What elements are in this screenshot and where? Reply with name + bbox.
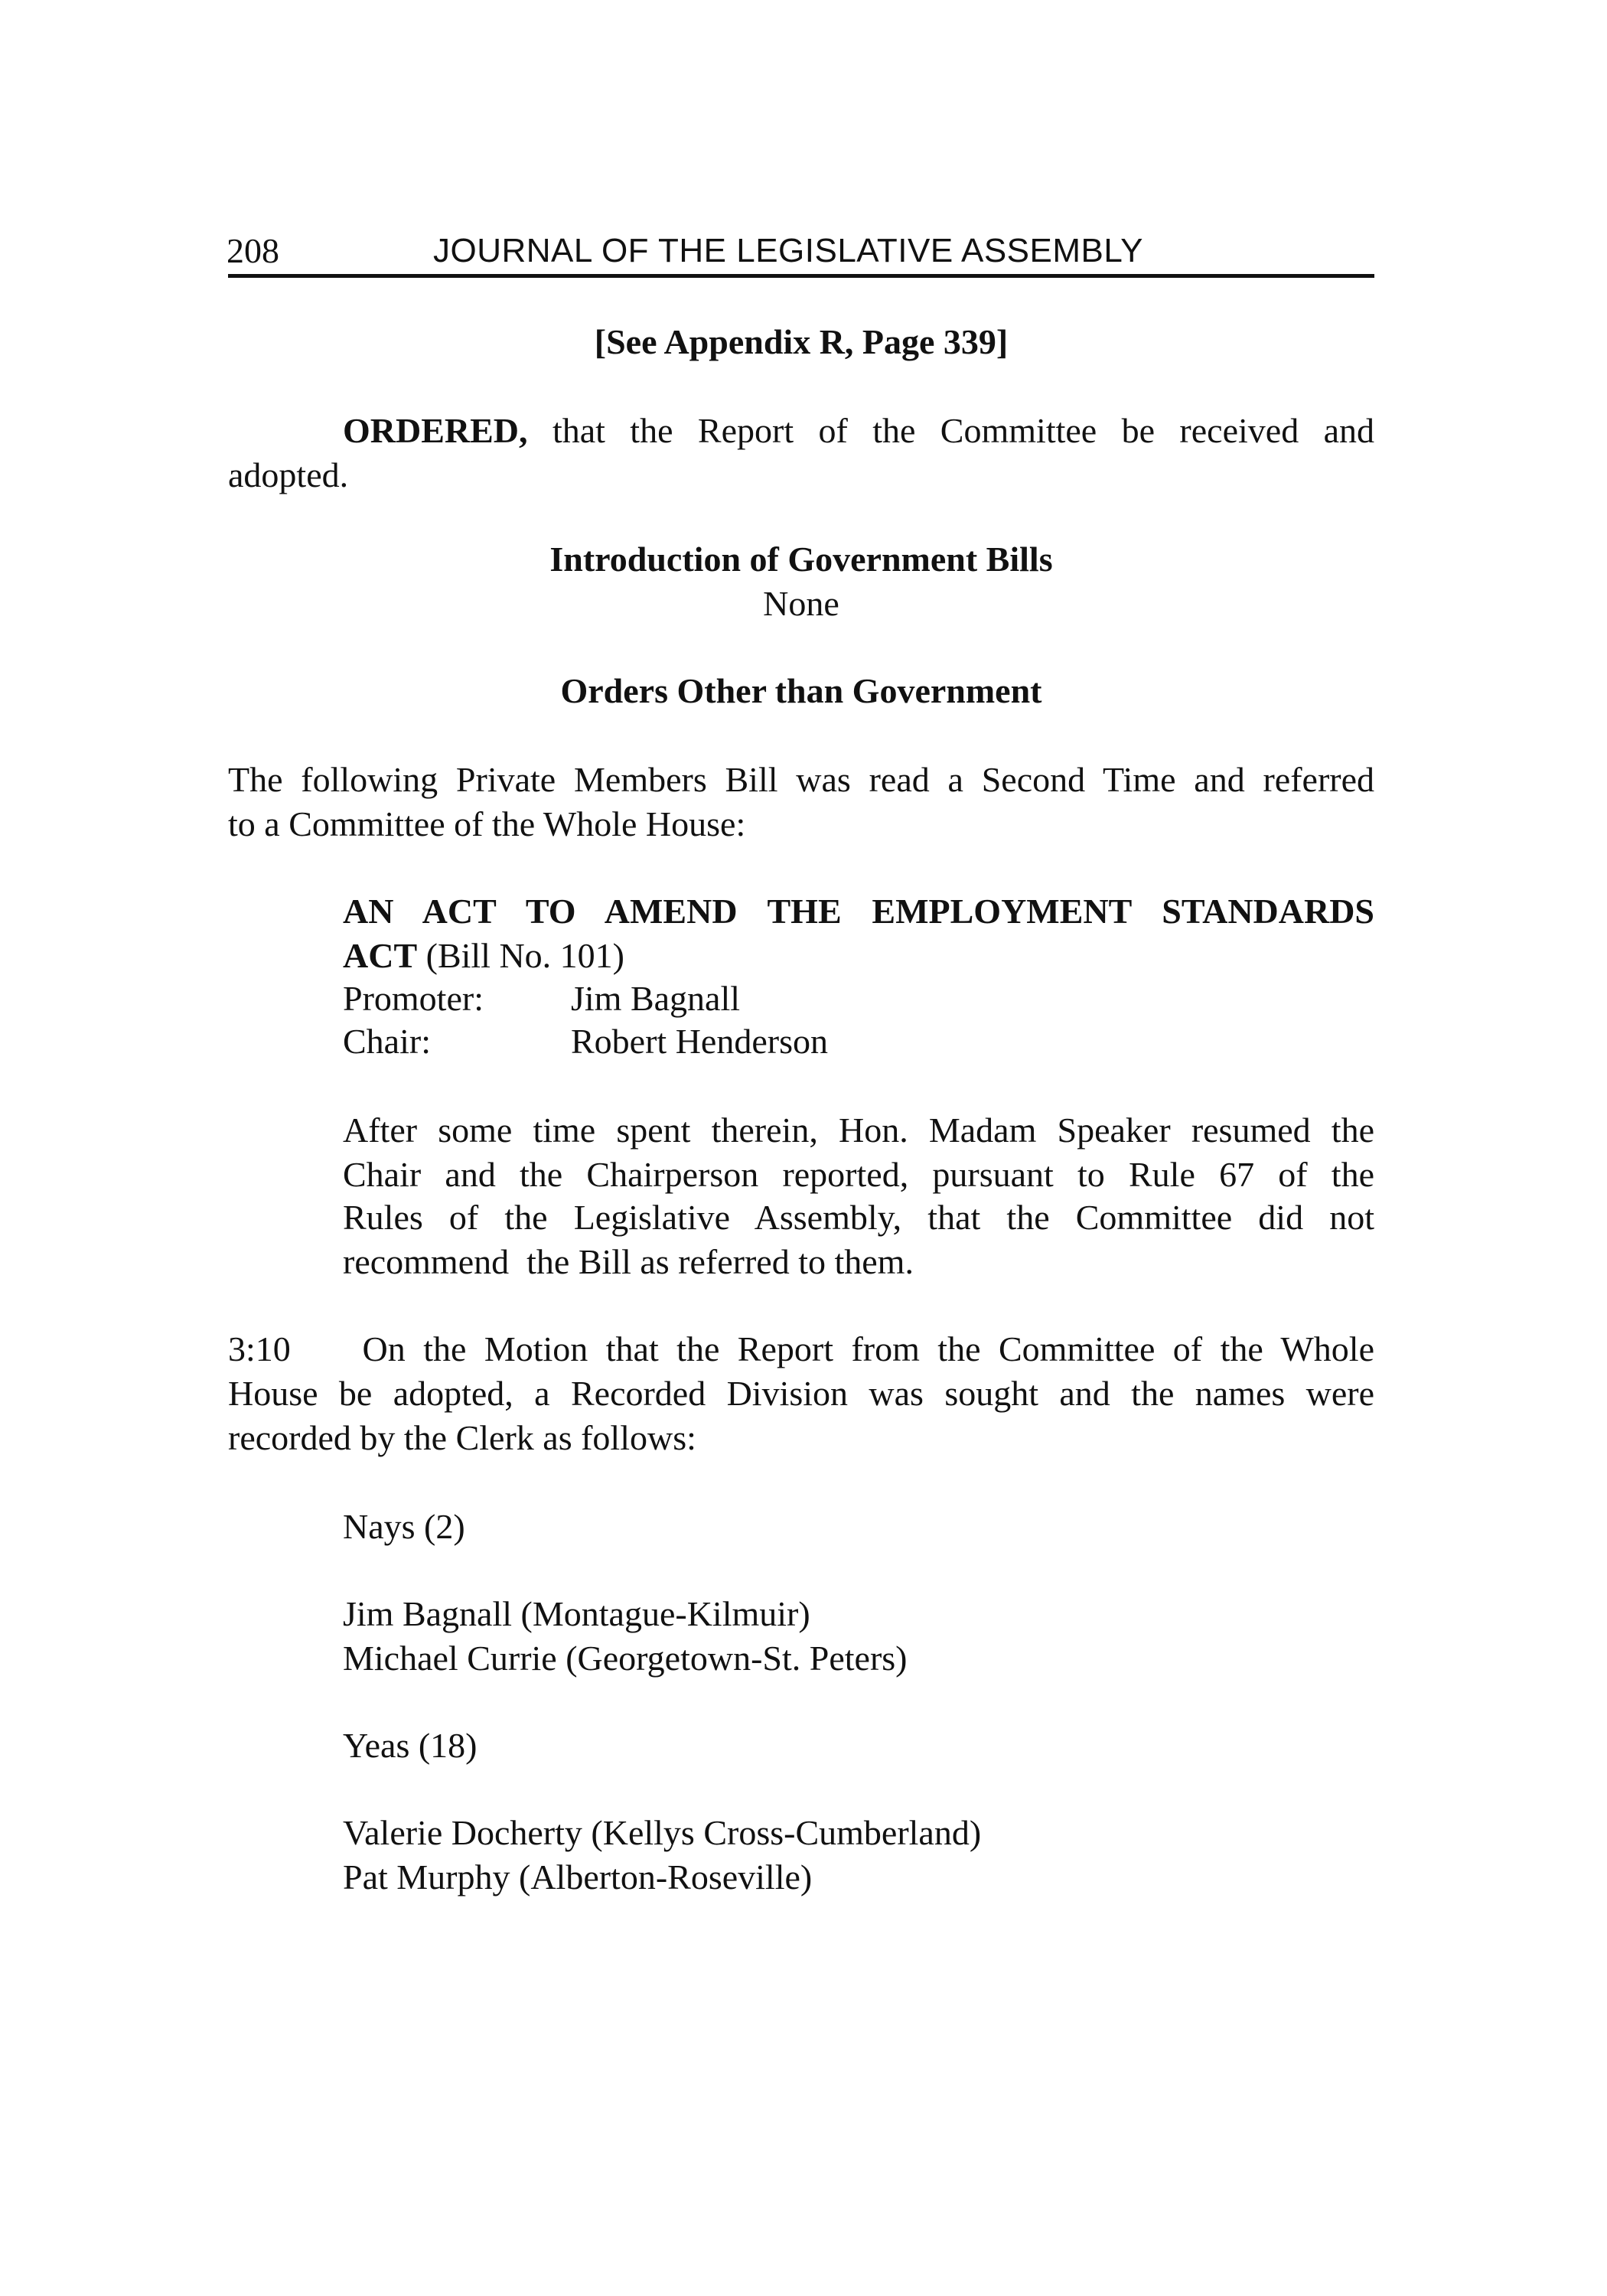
intro-gov-bills-heading: Introduction of Government Bills — [549, 540, 1053, 579]
committee-report-line-1: After some time spent therein, Hon. Madam Speaker resumed the — [343, 1110, 1374, 1150]
appendix-reference: [See Appendix R, Page 339] — [594, 322, 1009, 361]
chair-label: Chair: — [343, 1022, 431, 1061]
committee-report-line-4: recommend the Bill as referred to them. — [343, 1242, 914, 1281]
bill-promoter-row — [343, 977, 740, 1021]
ordered-line-1 — [343, 409, 1374, 453]
orders-other-heading: Orders Other than Government — [560, 671, 1042, 710]
ordered-keyword: ORDERED, — [343, 411, 528, 450]
ordered-text: that the Report of the Committee be received and — [552, 411, 1375, 450]
committee-report-line-3: Rules of the Legislative Assembly, that the Committee did not — [343, 1198, 1374, 1237]
bill-number: (Bill No. 101) — [425, 936, 625, 975]
promoter-value: Jim Bagnall — [571, 979, 741, 1018]
intro-gov-bills-value: None — [763, 584, 839, 623]
header-rule — [228, 274, 1374, 278]
motion-line-1: 3:10 On the Motion that the Report from the Committee of the Whole — [228, 1329, 1374, 1368]
motion-line-2: House be adopted, a Recorded Division was sought and the names were — [228, 1374, 1374, 1413]
nays-name: Michael Currie (Georgetown-St. Peters) — [343, 1639, 908, 1678]
nays-heading: Nays (2) — [343, 1507, 465, 1546]
ordered-line-2: adopted. — [228, 455, 349, 494]
promoter-label: Promoter: — [343, 979, 484, 1018]
orders-other-line-2: to a Committee of the Whole House: — [228, 804, 746, 843]
yeas-name: Pat Murphy (Alberton-Roseville) — [343, 1857, 813, 1896]
committee-report-line-2: Chair and the Chairperson reported, pursuant to Rule 67 of the — [343, 1155, 1374, 1194]
orders-other-line-1: The following Private Members Bill was read a Second Time and referred — [228, 760, 1374, 799]
nays-name: Jim Bagnall (Montague-Kilmuir) — [343, 1594, 810, 1633]
bill-title-line-1: AN ACT TO AMEND THE EMPLOYMENT STANDARDS — [343, 892, 1374, 931]
bill-title-line-2 — [343, 934, 624, 978]
yeas-name: Valerie Docherty (Kellys Cross-Cumberland) — [343, 1813, 982, 1852]
page-number: 208 — [227, 231, 279, 270]
bill-title-act: ACT — [343, 936, 418, 975]
bill-chair-row — [343, 1019, 828, 1064]
yeas-heading: Yeas (18) — [343, 1726, 478, 1765]
chair-value: Robert Henderson — [571, 1022, 828, 1061]
running-header-title: JOURNAL OF THE LEGISLATIVE ASSEMBLY — [433, 232, 1143, 269]
motion-line-3: recorded by the Clerk as follows: — [228, 1418, 696, 1457]
